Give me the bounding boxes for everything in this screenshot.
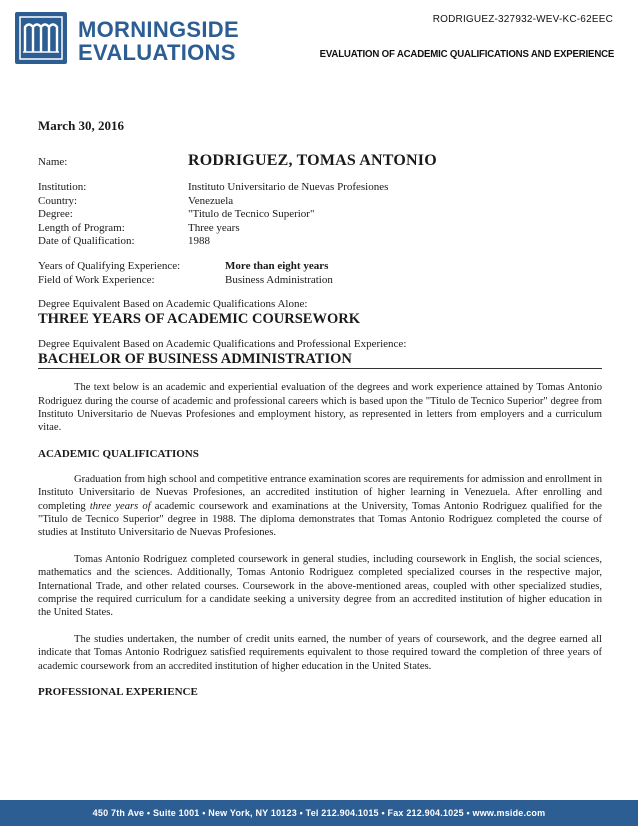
academic-paragraph-1-part-a: Graduation from high school and competitive entrance examination scores are requirements for admission and enrollment in Instituto Universitario de Nuevas Profesiones, an accredited institution of higher learning in Venezuela. After enrolling and completing <box>38 473 602 512</box>
experience-years-label: Years of Qualifying Experience: <box>38 259 181 272</box>
experience-field-label: Field of Work Experience: <box>38 273 155 286</box>
evaluation-content <box>38 118 602 711</box>
degree-row <box>38 208 602 222</box>
name-row <box>38 152 602 170</box>
academic-qualifications-heading: ACADEMIC QUALIFICATIONS <box>38 447 199 460</box>
length-value: Three years <box>188 221 240 234</box>
degree-value: "Titulo de Tecnico Superior" <box>188 208 315 221</box>
qualification-date-label: Date of Qualification: <box>38 235 135 248</box>
experience-field-row <box>38 274 602 288</box>
name-label: Name: <box>38 156 68 168</box>
combined-equivalent-value: BACHELOR OF BUSINESS ADMINISTRATION <box>38 351 352 368</box>
candidate-name: RODRIGUEZ, TOMAS ANTONIO <box>188 152 437 169</box>
brand-name <box>78 18 239 64</box>
country-row <box>38 195 602 209</box>
length-label: Length of Program: <box>38 221 125 234</box>
document-id: RODRIGUEZ-327932-WEV-KC-62EEC <box>432 14 613 25</box>
combined-equivalent-label: Degree Equivalent Based on Academic Qualifications and Professional Experience: <box>38 338 407 351</box>
experience-years-value: More than eight years <box>225 259 329 272</box>
qualification-date-row <box>38 235 602 249</box>
document-heading: EVALUATION OF ACADEMIC QUALIFICATIONS AND EXPERIENCE <box>319 48 614 60</box>
experience-details <box>38 260 602 287</box>
experience-field-value: Business Administration <box>225 273 333 286</box>
morningside-logo-icon <box>15 12 67 64</box>
institution-row <box>38 181 602 195</box>
academic-equivalent-value: THREE YEARS OF ACADEMIC COURSEWORK <box>38 311 360 328</box>
academic-equivalent-label: Degree Equivalent Based on Academic Qualifications Alone: <box>38 298 308 311</box>
academic-paragraph-1-emphasis: three years of <box>89 500 151 512</box>
country-label: Country: <box>38 194 78 207</box>
institution-value: Instituto Universitario de Nuevas Profesiones <box>188 181 389 193</box>
evaluation-date: March 30, 2016 <box>38 118 125 133</box>
degree-label: Degree: <box>38 208 73 221</box>
experience-years-row <box>38 260 602 274</box>
country-value: Venezuela <box>188 194 234 207</box>
intro-paragraph: The text below is an academic and experiential evaluation of the degrees and work experience attained by Tomas Antonio Rodriguez during the course of academic and professional careers which is based upon the "Titulo de Tecnico Superior" degree from Instituto Universitario de Nuevas Profesiones and employment history, as represented in letters from employers and a curriculum vitae. <box>38 382 602 434</box>
professional-experience-heading: PROFESSIONAL EXPERIENCE <box>38 686 198 699</box>
academic-paragraph-3: The studies undertaken, the number of credit units earned, the number of years of coursework, and the degree earned all indicate that Tomas Antonio Rodriguez satisfied requirements equivalent to those required toward the completion of three years of academic coursework from an accredited institution of higher education in the United States. <box>38 633 602 672</box>
academic-paragraph-1 <box>38 473 602 540</box>
footer-contact-bar: 450 7th Ave • Suite 1001 • New York, NY 10123 • Tel 212.904.1015 • Fax 212.904.1025 • www.mside.com <box>0 800 638 826</box>
section-divider <box>38 368 602 369</box>
academic-paragraph-1-part-b: academic coursework and examinations at the University, Tomas Antonio Rodriguez qualified for the "Titulo de Tecnico Superior" degree in 1988. The diploma demonstrates that Tomas Antonio Rodriguez completed the course of studies at Instituto Universitario de Nuevas Profesiones. <box>38 500 603 539</box>
academic-paragraph-2: Tomas Antonio Rodriguez completed coursework in general studies, including coursework in English, the social sciences, mathematics and the sciences. Additionally, Tomas Antonio Rodriguez completed specialized courses in the respective major, International Trade, and other related courses. Coursework in the above-mentioned areas, coupled with other specialized studies, comprise the required curriculum for a candidate seeking a university degree from an accredited institution of higher education in the United States. <box>38 553 602 619</box>
brand-line-1: MORNINGSIDE <box>78 17 239 42</box>
credential-details <box>38 181 602 249</box>
institution-label: Institution: <box>38 181 87 193</box>
brand-line-2: EVALUATIONS <box>78 40 236 65</box>
qualification-date-value: 1988 <box>188 235 210 248</box>
length-row <box>38 222 602 236</box>
